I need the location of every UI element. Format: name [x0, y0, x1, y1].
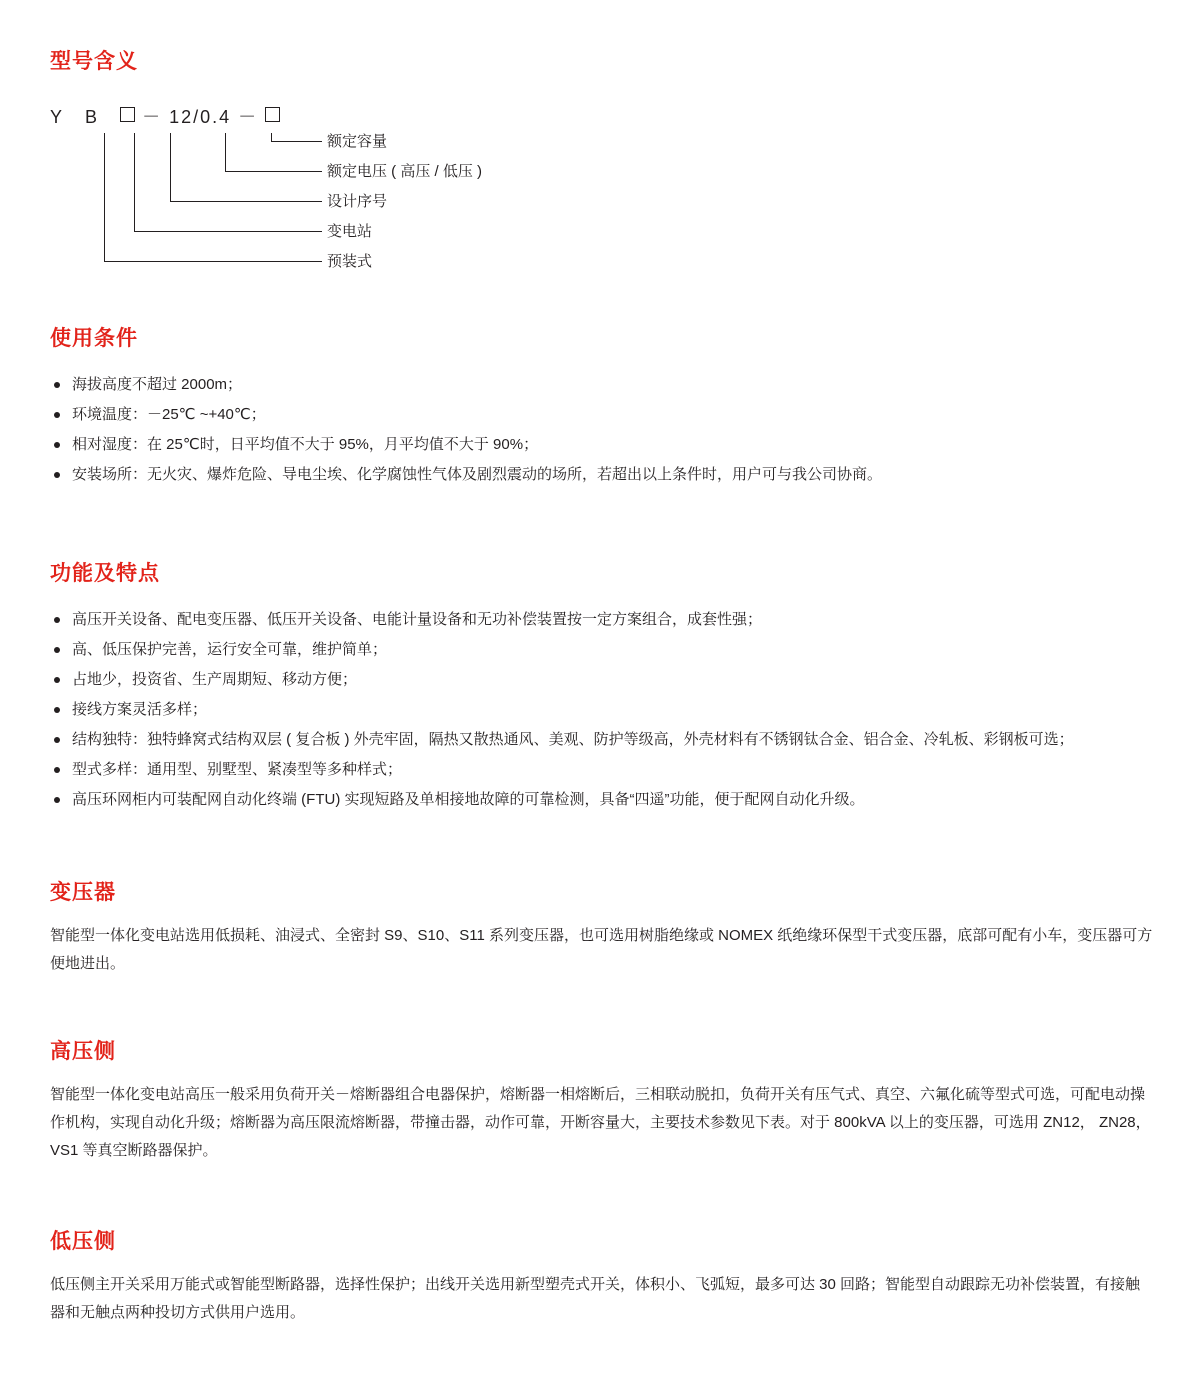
high-voltage-section	[50, 1035, 1155, 1165]
list-item: 高压环网柜内可装配网自动化终端 (FTU) 实现短路及单相接地故障的可靠检测，具备“四遥”功能，便于配网自动化升级。	[50, 785, 1155, 815]
model-code-b: B	[85, 107, 100, 127]
low-voltage-paragraph: 低压侧主开关采用万能式或智能型断路器，选择性保护；出线开关选用新型塑壳式开关，体积小、飞弧短，最多可达 30 回路；智能型自动跟踪无功补偿装置，有接触器和无触点两种投切方式供用户选用。	[50, 1276, 1141, 1321]
list-item: 环境温度：－25℃ ~+40℃；	[50, 400, 1155, 430]
section-title-model: 型号含义	[50, 50, 138, 73]
model-code-box-1	[120, 107, 135, 122]
model-designation-diagram	[50, 103, 750, 288]
list-item: 安装场所：无火灾、爆炸危险、导电尘埃、化学腐蚀性气体及剧烈震动的场所，若超出以上条件时，用户可与我公司协商。	[50, 460, 1155, 490]
list-item: 相对湿度：在 25℃时，日平均值不大于 95%，月平均值不大于 90%；	[50, 430, 1155, 460]
high-voltage-paragraph: 智能型一体化变电站高压一般采用负荷开关－熔断器组合电器保护，熔断器一相熔断后，三相联动脱扣，负荷开关有压气式、真空、六氟化硫等型式可选，可配电动操作机构，实现自动化升级；熔断器为高压限流熔断器，带撞击器，动作可靠，开断容量大，主要技术参数见下表。对于 800kVA 以上的变压器，可选用 ZN12， ZN28，VS1 等真空断路器保护。	[50, 1086, 1151, 1159]
model-code-dash-2: －	[238, 107, 259, 127]
transformer-section	[50, 876, 1155, 978]
list-item: 结构独特：独特蜂窝式结构双层 ( 复合板 ) 外壳牢固，隔热又散热通风、美观、防护等级高，外壳材料有不锈钢钛合金、铝合金、冷轧板、彩钢板可选；	[50, 725, 1155, 755]
model-code-y: Y	[50, 107, 65, 127]
list-item: 占地少，投资省、生产周期短、移动方便；	[50, 665, 1155, 695]
low-voltage-section	[50, 1225, 1155, 1327]
section-title-transformer: 变压器	[50, 881, 116, 904]
list-item: 接线方案灵活多样；	[50, 695, 1155, 725]
list-item: 高、低压保护完善，运行安全可靠，维护简单；	[50, 635, 1155, 665]
leader-label-1: 额定容量	[327, 133, 388, 150]
conditions-list	[50, 370, 1155, 490]
features-list	[50, 605, 1155, 815]
model-code-dash-1: －	[142, 107, 163, 127]
features-section	[50, 557, 1155, 815]
model-code-voltage: 12/0.4	[169, 107, 232, 127]
leader-label-2: 额定电压 ( 高压 / 低压 )	[327, 163, 482, 180]
leader-label-5: 预装式	[327, 253, 373, 270]
model-designation-section	[50, 45, 1150, 288]
usage-conditions-section	[50, 322, 1155, 490]
section-title-features: 功能及特点	[50, 562, 160, 585]
model-code-box-2	[265, 107, 280, 122]
leader-line-5	[104, 133, 322, 262]
list-item: 型式多样：通用型、别墅型、紧凑型等多种样式；	[50, 755, 1155, 785]
model-code	[50, 103, 280, 129]
list-item: 海拔高度不超过 2000m；	[50, 370, 1155, 400]
section-title-conditions: 使用条件	[50, 327, 138, 350]
section-title-low-voltage: 低压侧	[50, 1230, 116, 1253]
transformer-paragraph: 智能型一体化变电站选用低损耗、油浸式、全密封 S9、S10、S11 系列变压器，也可选用树脂绝缘或 NOMEX 纸绝缘环保型干式变压器，底部可配有小车，变压器可方便地进出。	[50, 927, 1153, 972]
leader-label-4: 变电站	[327, 223, 373, 240]
leader-label-3: 设计序号	[327, 193, 388, 210]
section-title-high-voltage: 高压侧	[50, 1040, 116, 1063]
list-item: 高压开关设备、配电变压器、低压开关设备、电能计量设备和无功补偿装置按一定方案组合，成套性强；	[50, 605, 1155, 635]
